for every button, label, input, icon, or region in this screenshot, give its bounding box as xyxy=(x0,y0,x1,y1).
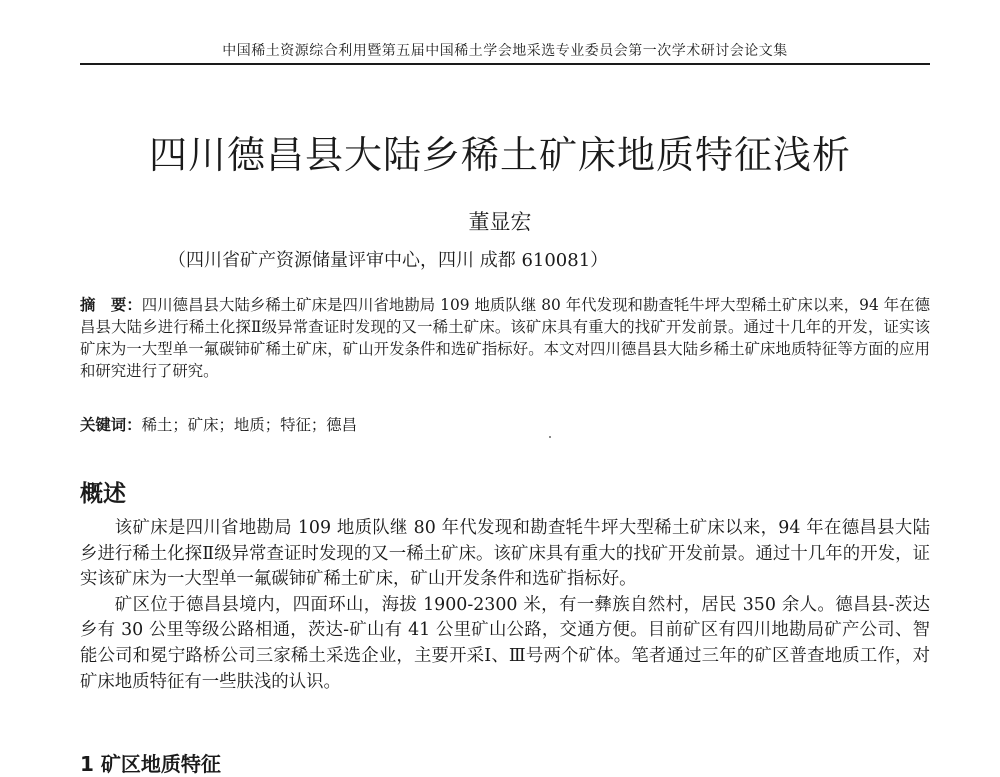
scan-artifact xyxy=(549,436,551,438)
author-affiliation: （四川省矿产资源储量评审中心，四川 成都 610081） xyxy=(168,250,609,271)
abstract xyxy=(80,294,930,382)
body-text xyxy=(80,516,930,695)
keywords-text: 稀土；矿床；地质；特征；德昌 xyxy=(141,416,358,434)
section-heading-overview: 概述 xyxy=(80,481,126,507)
keywords xyxy=(80,414,930,436)
section-heading-geology: 1 矿区地质特征 xyxy=(80,752,221,776)
paper-title: 四川德昌县大陆乡稀土矿床地质特征浅析 xyxy=(148,133,851,177)
header-rule xyxy=(80,63,930,65)
keywords-label: 关键词： xyxy=(80,416,142,434)
abstract-label: 摘 要： xyxy=(80,296,142,314)
abstract-text: 四川德昌县大陆乡稀土矿床是四川省地勘局 109 地质队继 80 年代发现和勘查牦牛坪大型稀土矿床以来，94 年在德昌县大陆乡进行稀土化探Ⅱ级异常查证时发现的又一稀土矿床。该矿床具有重大的找矿开发前景。通过十几年的开发，证实该矿床为一大型单一氟碳铈矿稀土矿床，矿山开发条件和选矿指标好。本文对四川德昌县大陆乡稀土矿床地质特征等方面的应用和研究进行了研究。 xyxy=(80,296,930,380)
body-paragraph: 矿区位于德昌县境内，四面环山，海拔 1900-2300 米，有一彝族自然村，居民 350 余人。德昌县-茨达乡有 30 公里等级公路相通，茨达-矿山有 41 公里矿山公路，交通方便。目前矿区有四川地勘局矿产公司、智能公司和冕宁路桥公司三家稀土采选企业，主要开采Ⅰ、Ⅲ号两个矿体。笔者通过三年的矿区普查地质工作，对矿床地质特征有一些肤浅的认识。 xyxy=(80,594,930,692)
author-name: 董显宏 xyxy=(468,210,532,234)
running-header: 中国稀土资源综合利用暨第五届中国稀土学会地采选专业委员会第一次学术研讨会论文集 xyxy=(222,43,788,59)
body-paragraph: 该矿床是四川省地勘局 109 地质队继 80 年代发现和勘查牦牛坪大型稀土矿床以来，94 年在德昌县大陆乡进行稀土化探Ⅱ级异常查证时发现的又一稀土矿床。该矿床具有重大的找矿开发前景。通过十几年的开发，证实该矿床为一大型单一氟碳铈矿稀土矿床，矿山开发条件和选矿指标好。 xyxy=(80,518,930,590)
